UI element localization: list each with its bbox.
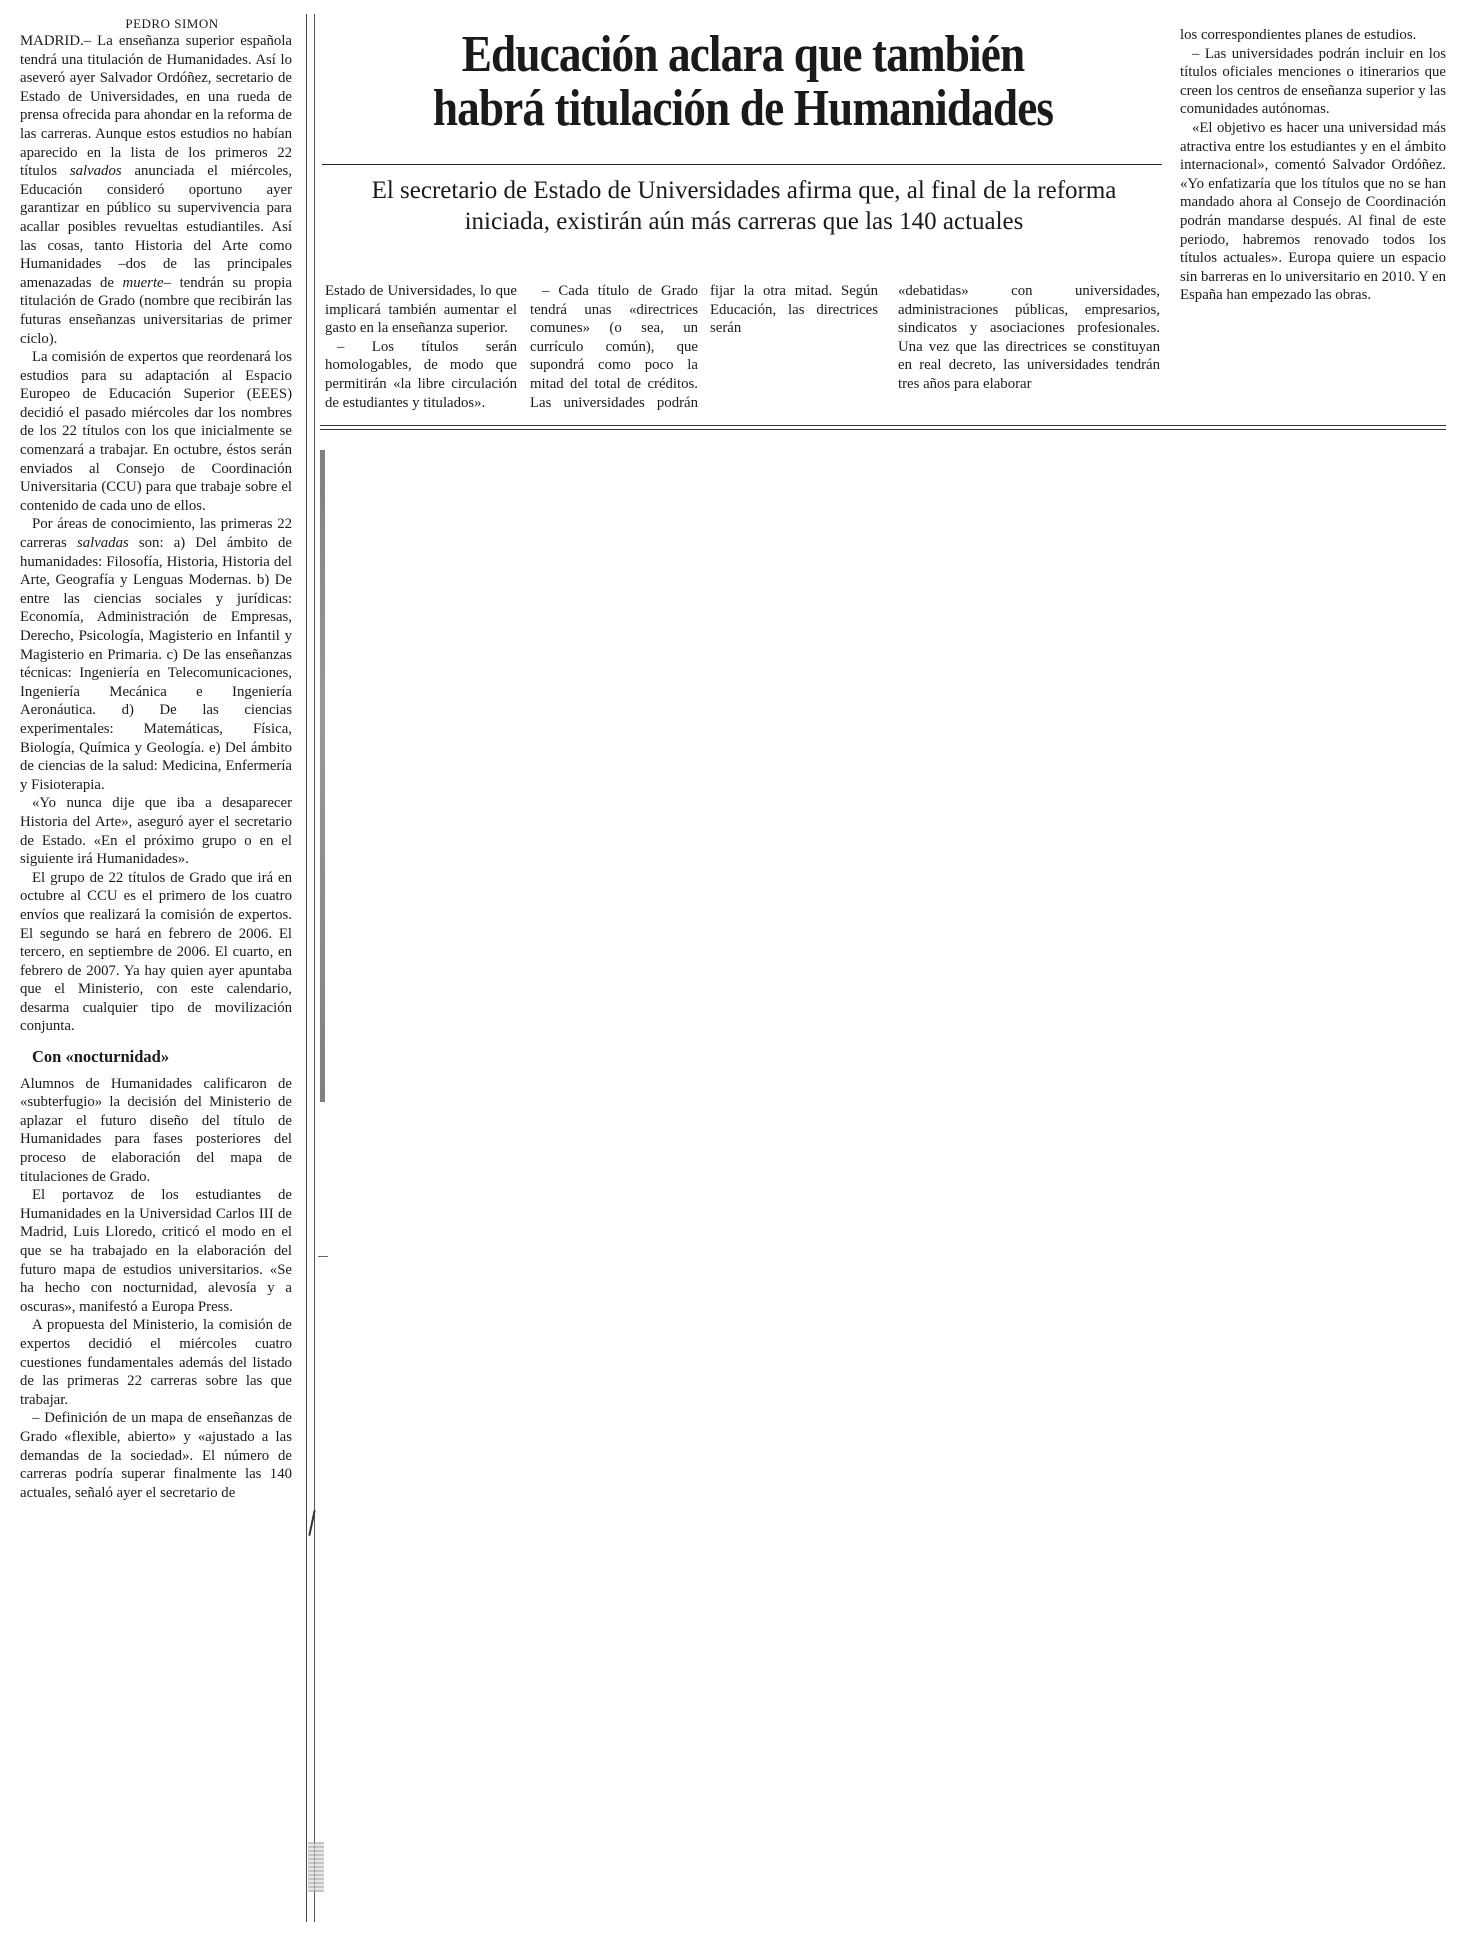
- paragraph: «El objetivo es hacer una universidad más atractiva entre los estudiantes y en el ámbito internacional», comentó Salvador Ordóñez. «Yo enfatizaría que los títulos que no se han mandado ahora al Consejo de Coordinación podrán mandarse después. Al final de este periodo, habremos renovado todos los títulos actuales». Europa quiere un espacio sin barreras en lo universitario en 2010. Y en España han empezado las obras.: [1180, 119, 1446, 304]
- headline-line: habrá titulación de Humanidades: [432, 80, 1054, 137]
- paragraph: El grupo de 22 títulos de Grado que irá en octubre al CCU es el primero de los cuatro envíos que realizará la comisión de expertos. El segundo se hará en febrero de 2006. El tercero, en septiembre de 2006. El cuarto, en febrero de 2007. Ya hay quien ayer apuntaba que el Ministerio, con este calendario, desarma cualquier tipo de movilización conjunta.: [20, 869, 292, 1035]
- subheadline-deck: El secretario de Estado de Universidades afirma que, al final de la reforma iniciada, existirán aún más carreras que las 140 actuales: [371, 177, 1117, 235]
- section-rule: [320, 425, 1446, 426]
- section-rule-double: [320, 429, 1446, 430]
- left-column: [20, 16, 292, 1502]
- paragraph: Por áreas de conocimiento, las primeras 22 carreras salvadas son: a) Del ámbito de humanidades: Filosofía, Historia, Historia del Arte, Geografía y Lenguas Modernas. b) De entre las ciencias sociales y jurídicas: Economía, Administración de Empresas, Derecho, Psicología, Magisterio en Infantil y Magisterio en Primaria. c) De las enseñanzas técnicas: Ingeniería en Telecomunicaciones, Ingeniería Mecánica e Ingeniería Aeronáutica. d) De las ciencias experimentales: Matemáticas, Física, Biología, Química y Geología. e) Del ámbito de ciencias de la salud: Medicina, Enfermería y Fisioterapia.: [20, 516, 293, 793]
- paragraph: Alumnos de Humanidades calificaron de «subterfugio» la decisión del Ministerio de aplazar el futuro diseño del título de Humanidades para fases posteriores del proceso de elaboración del mapa de titulaciones de Grado.: [20, 1075, 292, 1185]
- body-column-3: [530, 282, 878, 414]
- paragraph: La comisión de expertos que reordenará los estudios para su adaptación al Espacio Europeo de Educación Superior (EEES) decidió el pasado miércoles dar los nombres de los 22 títulos con los que inicialmente se comenzará a trabajar. En octubre, éstos serán enviados al Consejo de Coordinación Universitaria (CCU) para que trabaje sobre el contenido de cada uno de ellos.: [20, 349, 292, 514]
- paragraph: El portavoz de los estudiantes de Humanidades en la Universidad Carlos III de Madrid, Luis Lloredo, criticó el modo en el que se ha trabajado en la elaboración del futuro mapa de estudios universitarios. «Se ha hecho con nocturnidad, alevosía y a oscuras», manifestó a Europa Press.: [20, 1187, 292, 1315]
- paragraph: – Las universidades podrán incluir en los títulos oficiales menciones o itinerarios que creen los centros de enseñanza superior y las comunidades autónomas.: [1180, 45, 1446, 118]
- scan-artifact-bottom: [308, 1842, 324, 1892]
- subheading: Con «nocturnidad»: [32, 1047, 170, 1067]
- paragraph: – Cada título de Grado tendrá unas «directrices comunes» (o sea, un currículo común), que supondrá como poco la mitad del total de créditos. Las universidades podrán fijar la otra mitad. Según Educación, las directrices serán: [530, 283, 878, 411]
- headline-line: Educación aclara que también: [461, 26, 1025, 83]
- scan-shadow-strip: [320, 450, 325, 1102]
- dateline: MADRID.–: [20, 33, 92, 49]
- paragraph: «Yo nunca dije que iba a desaparecer Historia del Arte», aseguró ayer el secretario de Estado. «En el próximo grupo o en el siguiente irá Humanidades».: [20, 795, 292, 868]
- right-column: [1180, 26, 1446, 305]
- headline-rule: [322, 164, 1162, 165]
- paragraph: MADRID.– La enseñanza superior española tendrá una titulación de Humanidades. Así lo aseveró ayer Salvador Ordóñez, secretario de Estado de Universidades, en una rueda de prensa ofrecida para ahondar en la reforma de las carreras. Aunque estos estudios no habían aparecido en la lista de los primeros 22 títulos salvados anunciada el miércoles, Educación consideró oportuno ayer garantizar en público su supervivencia para acallar posibles revueltas estudiantiles. Así las cosas, tanto Historia del Arte como Humanidades –dos de las principales amenazadas de muerte– tendrán su propia titulación de Grado (nombre que recibirán las futuras enseñanzas universitarias de primer ciclo).: [20, 33, 292, 347]
- body-column-2: [325, 282, 517, 412]
- paragraph: los correspondientes planes de estudios.: [1180, 27, 1417, 43]
- paragraph: – Los títulos serán homologables, de modo que permitirán «la libre circulación de estudiantes y titulados».: [325, 338, 517, 411]
- headline: [373, 28, 1113, 136]
- paragraph: Estado de Universidades, lo que implicará también aumentar el gasto en la enseñanza superior.: [325, 283, 517, 337]
- column-divider-line: [306, 14, 307, 1922]
- column-divider-line-inner: [314, 14, 315, 1922]
- paragraph: A propuesta del Ministerio, la comisión de expertos decidió el miércoles cuatro cuestiones fundamentales además del listado de las primeras 22 carreras sobre las que trabajar.: [20, 1317, 292, 1408]
- scan-mark: [318, 1256, 328, 1257]
- paragraph: «debatidas» con universidades, administraciones públicas, empresarios, sindicatos y asociaciones profesionales. Una vez que las directrices se constituyan en real decreto, las universidades tendrán tres años para elaborar: [898, 283, 1160, 392]
- paragraph: – Definición de un mapa de enseñanzas de Grado «flexible, abierto» y «ajustado a las demandas de la sociedad». El número de carreras podría superar finalmente las 140 actuales, señaló ayer el secretario de: [20, 1410, 292, 1501]
- body-column-4: [898, 282, 1160, 394]
- byline: PEDRO SIMON: [125, 16, 219, 31]
